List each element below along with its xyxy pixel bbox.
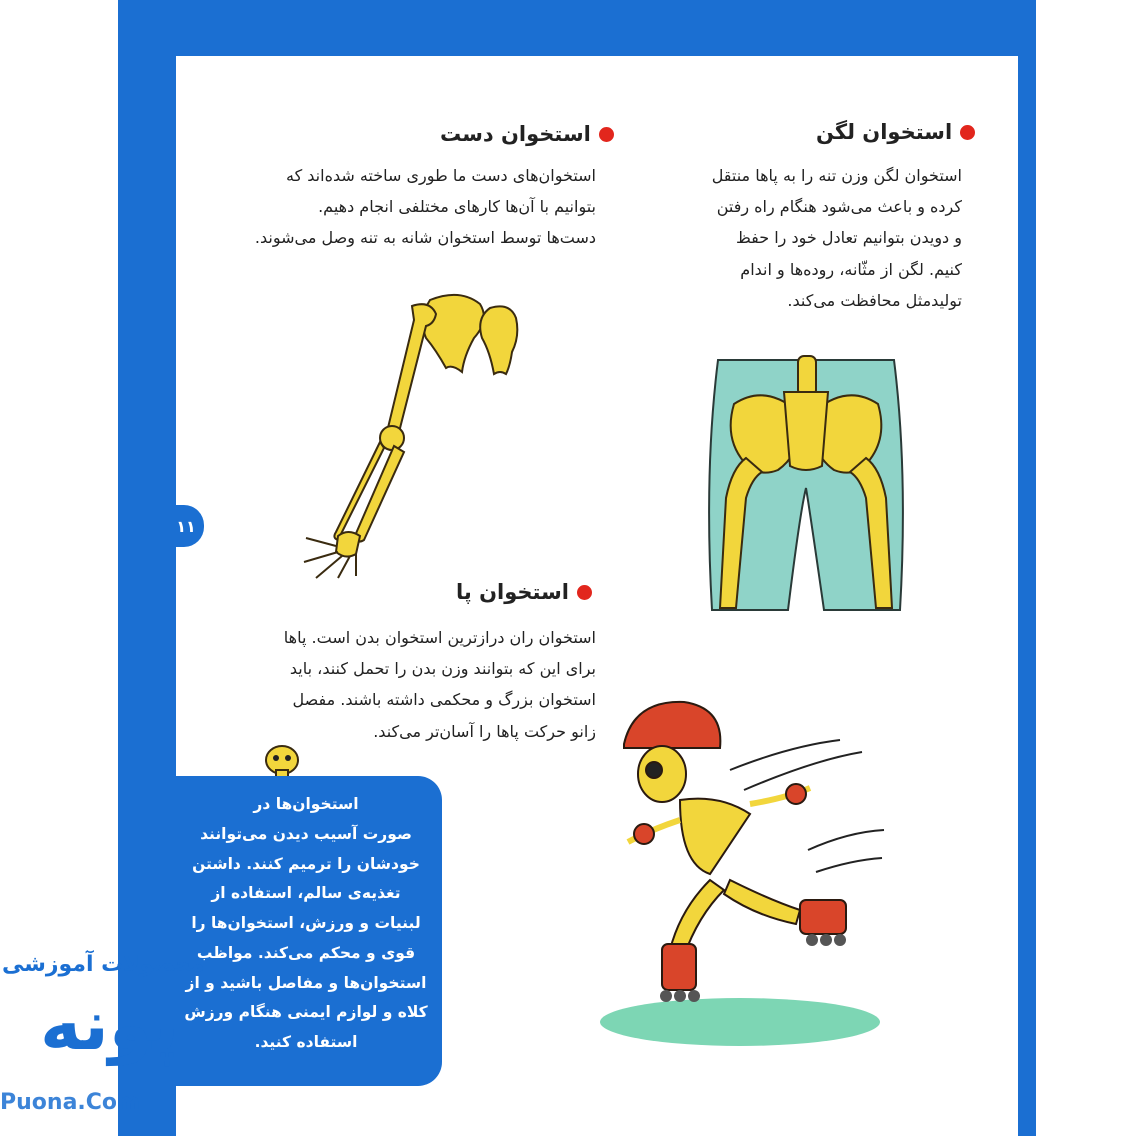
tip-line: تغذیه‌ی سالم، استفاده از <box>211 884 401 903</box>
pelvis-line: استخوان لگن وزن تنه را به پاها منتقل <box>711 166 962 185</box>
arm-line: استخوان‌های دست ما طوری ساخته شده‌اند که <box>285 166 596 185</box>
arm-bones-illustration <box>262 290 532 580</box>
tip-line: صورت آسیب دیدن می‌توانند <box>200 824 412 843</box>
tip-line: خودشان را ترمیم کنند. داشتن <box>192 854 420 873</box>
arm-title: استخوان دست <box>440 122 591 146</box>
tip-line: استخوان‌ها و مفاصل باشید و از <box>185 973 427 992</box>
tip-line: قوی و محکم می‌کند. مواظب <box>196 943 416 962</box>
page-number: ۱۱ <box>168 505 204 547</box>
leg-title: استخوان پا <box>456 580 569 604</box>
arm-line: بتوانیم با آن‌ها کارهای مختلفی انجام دهیم. <box>318 197 596 217</box>
pelvis-line: کنیم. لگن از مثّانه، روده‌ها و اندام <box>740 259 962 279</box>
pelvis-line: تولیدمثل محافظت می‌کند. <box>787 290 962 310</box>
leg-heading <box>456 580 592 604</box>
watermark-logo: پونه <box>40 984 179 1066</box>
tip-line: لبنیات و ورزش، استخوان‌ها را <box>191 914 421 932</box>
tip-line: استخوان‌ها در <box>253 795 359 813</box>
watermark-domain: Puona.Com <box>0 1090 140 1115</box>
red-bullet-icon <box>577 585 592 600</box>
pelvis-illustration <box>704 352 908 614</box>
leg-line: زانو حرکت پاها را آسان‌تر می‌کند. <box>373 721 596 741</box>
leg-line: استخوان ران درازترین استخوان بدن است. پاها <box>283 628 596 647</box>
tip-line: استفاده کنید. <box>254 1033 358 1051</box>
arm-heading <box>440 122 614 146</box>
pelvis-line: و دویدن بتوانیم تعادل خود را حفظ <box>735 228 962 248</box>
tip-box <box>170 776 442 1086</box>
leg-paragraph <box>284 622 596 747</box>
pelvis-heading <box>816 120 975 144</box>
tip-line: کلاه و لوازم ایمنی هنگام ورزش <box>184 1003 428 1022</box>
watermark-tagline: محصولات آموزشی <box>2 952 205 977</box>
skater-skeleton-illustration <box>600 700 900 1056</box>
leg-line: برای این که بتوانند وزن بدن را تحمل کنند، باید <box>289 659 596 679</box>
arm-line: دست‌ها توسط استخوان شانه به تنه وصل می‌شوند. <box>254 228 596 248</box>
red-bullet-icon <box>960 125 975 140</box>
red-bullet-icon <box>599 127 614 142</box>
pelvis-paragraph <box>712 160 962 316</box>
arm-paragraph <box>255 160 596 254</box>
leg-line: استخوان بزرگ و محکمی داشته باشند. مفصل <box>292 690 596 710</box>
pelvis-title: استخوان لگن <box>816 120 953 144</box>
pelvis-line: کرده و باعث می‌شود هنگام راه رفتن <box>716 197 962 217</box>
